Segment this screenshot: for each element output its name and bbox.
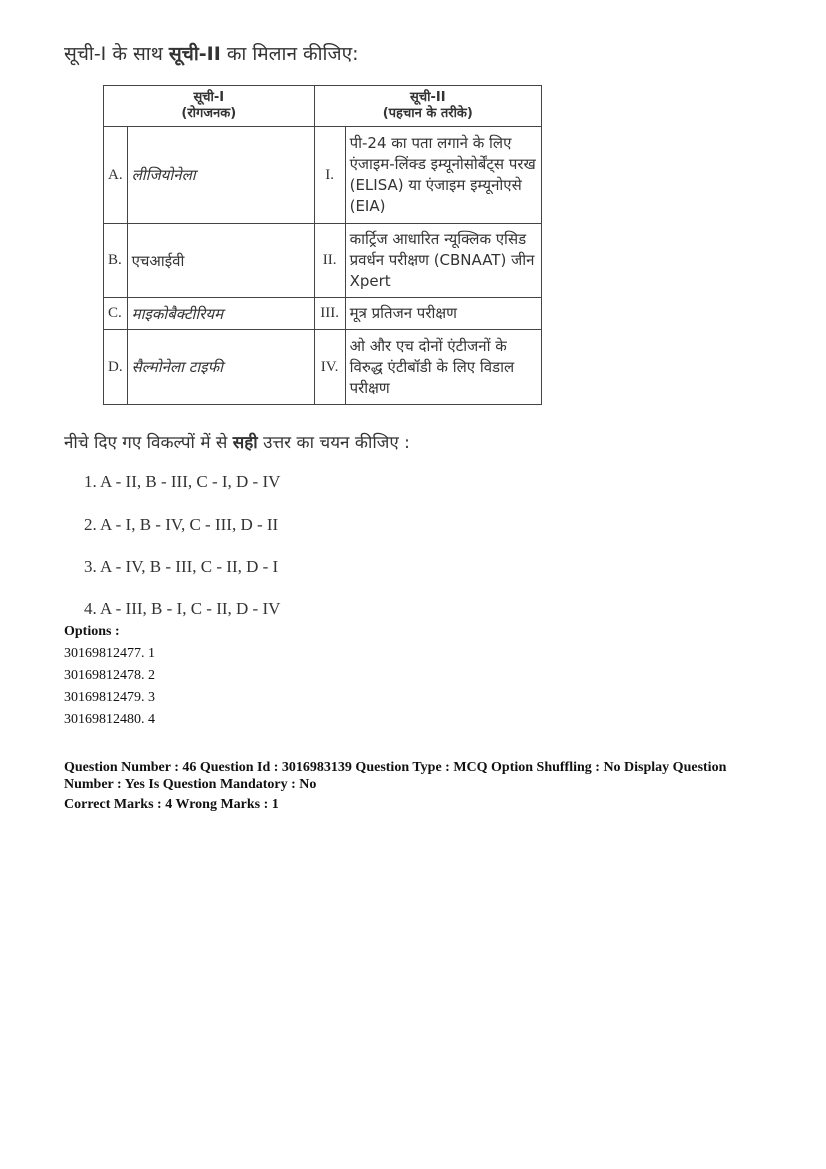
choice-2: 2. A - I, B - IV, C - III, D - II [84,515,279,534]
method-number: IV. [314,330,345,405]
question-intro: सूची-I के साथ सूची-II का मिलान कीजिए: [64,43,359,65]
table-row [104,298,542,330]
question-meta-line1: Question Number : 46 Question Id : 3016983139 Question Type : MCQ Option Shuffling : No Display Question [64,760,727,775]
select-instruction: नीचे दिए गए विकल्पों में से सही उत्तर का चयन कीजिए : [64,433,410,453]
choice-3: 3. A - IV, B - III, C - II, D - I [84,557,279,576]
option-id: 30169812480. 4 [64,712,155,727]
list2-header: सूची-II (पहचान के तरीके) [314,86,541,127]
method-cell: पी-24 का पता लगाने के लिए एंजाइम-लिंक्ड इम्यूनोसोर्बेंट्स परख (ELISA) या एंजाइम इम्यूनोएसे (EIA) [345,127,541,224]
choice-4: 4. A - III, B - I, C - II, D - IV [84,599,281,618]
table-row [104,224,542,298]
options-label: Options : [64,624,120,639]
method-number: II. [314,224,345,298]
pathogen-cell: सैल्मोनेला टाइफी [127,330,314,405]
row-label: C. [104,298,128,330]
method-number: III. [314,298,345,330]
match-table [103,85,542,405]
choice-1: 1. A - II, B - III, C - I, D - IV [84,472,281,491]
list1-header: सूची-I (रोगजनक) [104,86,315,127]
table-header-row [104,86,542,127]
method-number: I. [314,127,345,224]
option-id: 30169812478. 2 [64,668,155,683]
table-row [104,127,542,224]
method-cell: कार्ट्रिज आधारित न्यूक्लिक एसिड प्रवर्धन परीक्षण (CBNAAT) जीन Xpert [345,224,541,298]
row-label: D. [104,330,128,405]
option-id: 30169812477. 1 [64,646,155,661]
row-label: B. [104,224,128,298]
row-label: A. [104,127,128,224]
question-meta-line2: Number : Yes Is Question Mandatory : No [64,777,317,792]
method-cell: मूत्र प्रतिजन परीक्षण [345,298,541,330]
method-cell: ओ और एच दोनों एंटीजनों के विरुद्ध एंटीबॉडी के लिए विडाल परीक्षण [345,330,541,405]
option-id: 30169812479. 3 [64,690,155,705]
pathogen-cell: माइकोबैक्टीरियम [127,298,314,330]
pathogen-cell: लीजियोनेला [127,127,314,224]
pathogen-cell: एचआईवी [127,224,314,298]
marks-line: Correct Marks : 4 Wrong Marks : 1 [64,797,279,812]
table-row [104,330,542,405]
